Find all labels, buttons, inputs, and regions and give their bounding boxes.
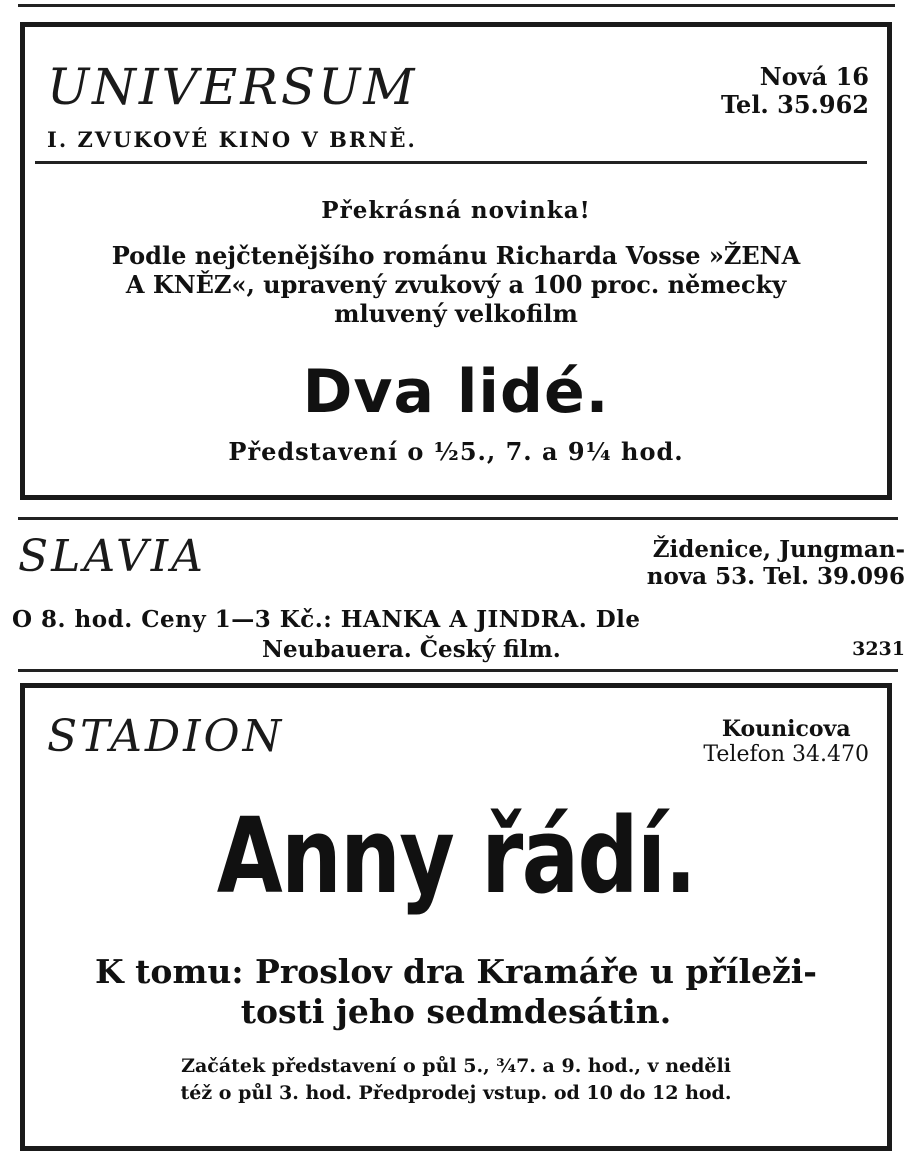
stadion-address-street: Kounicova xyxy=(721,716,851,742)
slavia-title: SLAVIA xyxy=(18,531,206,582)
slavia-top-rule xyxy=(18,517,898,520)
stadion-schedule-line1: Začátek představení o půl 5., ¾7. a 9. hod., v neděli xyxy=(181,1055,731,1077)
universum-description xyxy=(37,241,875,328)
universum-address xyxy=(721,63,869,119)
universum-desc-line3: mluvený velkofilm xyxy=(334,299,578,328)
stadion-title: STADION xyxy=(47,711,285,762)
stadion-address xyxy=(703,716,869,768)
slavia-info-line1: O 8. hod. Ceny 1—3 Kč.: HANKA A JINDRA. Dle xyxy=(12,606,641,633)
universum-ad-box xyxy=(20,22,892,500)
universum-headline: Překrásná novinka! xyxy=(321,197,591,224)
universum-showtimes: Představení o ½5., 7. a 9¼ hod. xyxy=(228,437,684,466)
slavia-address xyxy=(647,536,905,590)
stadion-address-phone: Telefon 34.470 xyxy=(703,742,869,767)
stadion-note-line2: tosti jeho sedmdesátin. xyxy=(240,992,672,1031)
stadion-film-title: Anny řádí. xyxy=(216,795,696,917)
slavia-address-line1: Židenice, Jungman- xyxy=(652,536,905,563)
stadion-note-line1: K tomu: Proslov dra Kramáře u příleži- xyxy=(95,952,817,991)
universum-subtitle: I. ZVUKOVÉ KINO V BRNĚ. xyxy=(47,127,417,152)
universum-title: UNIVERSUM xyxy=(47,58,418,116)
universum-desc-line2: A KNĚZ«, upravený zvukový a 100 proc. německy xyxy=(125,270,787,299)
stadion-note xyxy=(25,952,887,1032)
stadion-schedule-line2: též o půl 3. hod. Předprodej vstup. od 10 do 12 hod. xyxy=(180,1082,732,1104)
top-rule xyxy=(18,4,895,7)
universum-film-title: Dva lidé. xyxy=(302,357,610,427)
slavia-address-line2: nova 53. Tel. 39.096 xyxy=(646,563,905,590)
slavia-ad-code: 3231 xyxy=(852,638,905,660)
stadion-ad-box xyxy=(20,683,892,1151)
slavia-info-line2: Neubauera. Český film. xyxy=(262,636,561,663)
stadion-schedule xyxy=(39,1053,873,1107)
universum-address-street: Nová 16 xyxy=(759,62,869,91)
universum-desc-line1: Podle nejčtenějšího románu Richarda Vosse »ŽENA xyxy=(111,241,801,270)
stadion-top-rule xyxy=(18,669,898,672)
universum-divider xyxy=(35,161,867,164)
universum-address-phone: Tel. 35.962 xyxy=(720,90,869,119)
